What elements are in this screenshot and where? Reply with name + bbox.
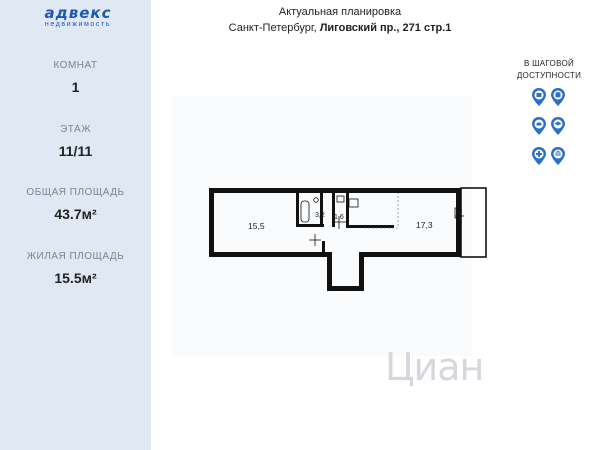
brand-subtitle: недвижимость — [44, 21, 112, 28]
stat-rooms — [0, 60, 151, 95]
walk-title-line1: В ШАГОВОЙ — [523, 59, 575, 68]
stat-total-area-label: ОБЩАЯ ПЛОЩАДЬ — [26, 187, 125, 198]
room-area-living: 15,5 — [248, 221, 265, 231]
room-area-toilet: 1,6 — [334, 214, 344, 221]
stat-total-area-value: 43.7м² — [54, 206, 97, 222]
school-icon — [551, 117, 565, 135]
brand-logo[interactable] — [32, 6, 124, 30]
address-city: Санкт-Петербург, — [228, 22, 320, 34]
walk-title-line2: ДОСТУПНОСТИ — [516, 71, 582, 80]
shop-icon — [532, 88, 546, 106]
stat-floor — [0, 124, 151, 159]
bath-fixtures — [301, 196, 358, 222]
stat-living-area — [0, 251, 151, 286]
walk-title — [506, 58, 592, 82]
stat-floor-label: ЭТАЖ — [60, 124, 91, 135]
room-area-kitchen: 17,3 — [416, 220, 433, 230]
bus-icon — [551, 88, 565, 106]
sidebar — [0, 0, 151, 450]
watermark: Циан — [385, 345, 484, 389]
stat-floor-value: 11/11 — [58, 143, 93, 159]
stat-rooms-label: КОМНАТ — [53, 60, 98, 71]
address-street: Лиговский пр., 271 стр.1 — [319, 22, 452, 34]
stat-rooms-value: 1 — [71, 79, 80, 95]
stat-total-area — [0, 187, 151, 222]
stat-living-area-label: ЖИЛАЯ ПЛОЩАДЬ — [26, 251, 125, 262]
bank-icon — [551, 147, 565, 165]
plan-walls — [209, 188, 461, 291]
pharmacy-icon — [532, 147, 546, 165]
cafe-icon — [532, 117, 546, 135]
kitchen-zone-line — [364, 193, 398, 228]
stat-living-area-value: 15.5м² — [54, 270, 97, 286]
address — [160, 22, 520, 34]
room-area-bathroom: 3,2 — [315, 212, 325, 219]
page-title: Актуальная планировка — [278, 6, 402, 18]
floor-plan — [172, 96, 492, 306]
brand-name: адвекс — [44, 4, 112, 22]
